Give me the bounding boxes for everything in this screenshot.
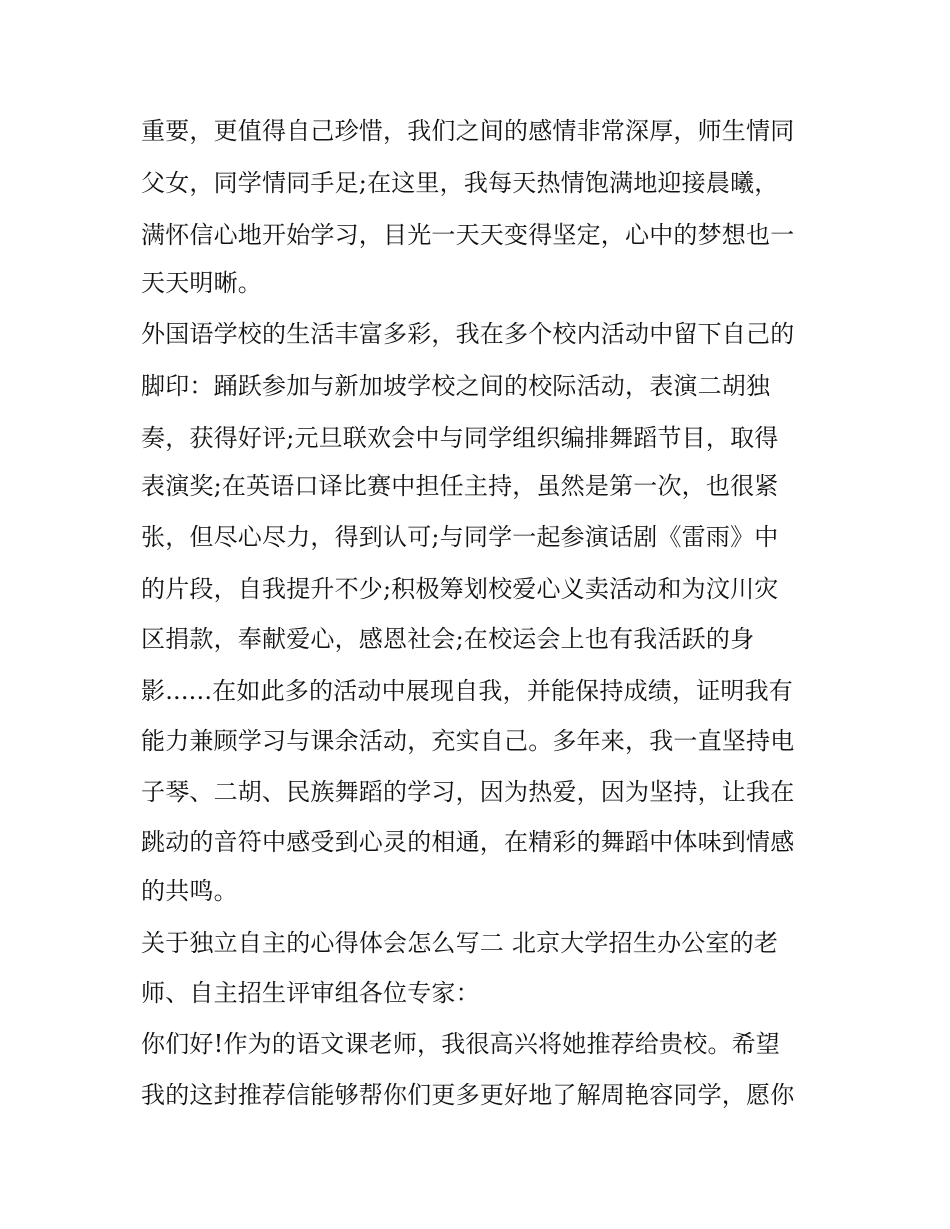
text-line: 张，但尽心尽力，得到认可;与同学一起参演话剧《雷雨》中 xyxy=(141,523,779,551)
text-line: 满怀信心地开始学习，目光一天天变得坚定，心中的梦想也一 xyxy=(141,221,795,249)
text-line: 关于独立自主的心得体会怎么写二 北京大学招生办公室的老 xyxy=(141,929,779,957)
text-line: 能力兼顾学习与课余活动，充实自己。多年来，我一直坚持电 xyxy=(141,727,795,755)
text-line: 重要，更值得自己珍惜，我们之间的感情非常深厚，师生情同 xyxy=(141,117,795,145)
text-line: 你们好!作为的语文课老师，我很高兴将她推荐给贵校。希望 xyxy=(141,1030,781,1058)
text-line: 的共鸣。 xyxy=(141,877,238,905)
text-line: 外国语学校的生活丰富多彩，我在多个校内活动中留下自己的 xyxy=(141,320,795,348)
text-line: 脚印：踊跃参加与新加坡学校之间的校际活动，表演二胡独 xyxy=(141,372,771,400)
text-line: 子琴、二胡、民族舞蹈的学习，因为热爱，因为坚持，让我在 xyxy=(141,778,795,806)
text-line: 表演奖;在英语口译比赛中担任主持，虽然是第一次，也很紧 xyxy=(141,472,779,500)
text-line: 我的这封推荐信能够帮你们更多更好地了解周艳容同学，愿你 xyxy=(141,1081,795,1109)
text-line: 影......在如此多的活动中展现自我，并能保持成绩，证明我有 xyxy=(141,677,793,705)
text-line: 父女，同学情同手足;在这里，我每天热情饱满地迎接晨曦， xyxy=(141,169,779,197)
text-line: 天天明晰。 xyxy=(141,269,262,297)
text-line: 奏，获得好评;元旦联欢会中与同学组织编排舞蹈节目，取得 xyxy=(141,424,779,452)
text-line: 的片段，自我提升不少;积极筹划校爱心义卖活动和为汶川灾 xyxy=(141,575,779,603)
text-line: 师、自主招生评审组各位专家： xyxy=(141,979,480,1007)
text-line: 跳动的音符中感受到心灵的相通，在精彩的舞蹈中体味到情感 xyxy=(141,828,795,856)
text-line: 区捐款，奉献爱心，感恩社会;在校运会上也有我活跃的身 xyxy=(141,625,755,653)
